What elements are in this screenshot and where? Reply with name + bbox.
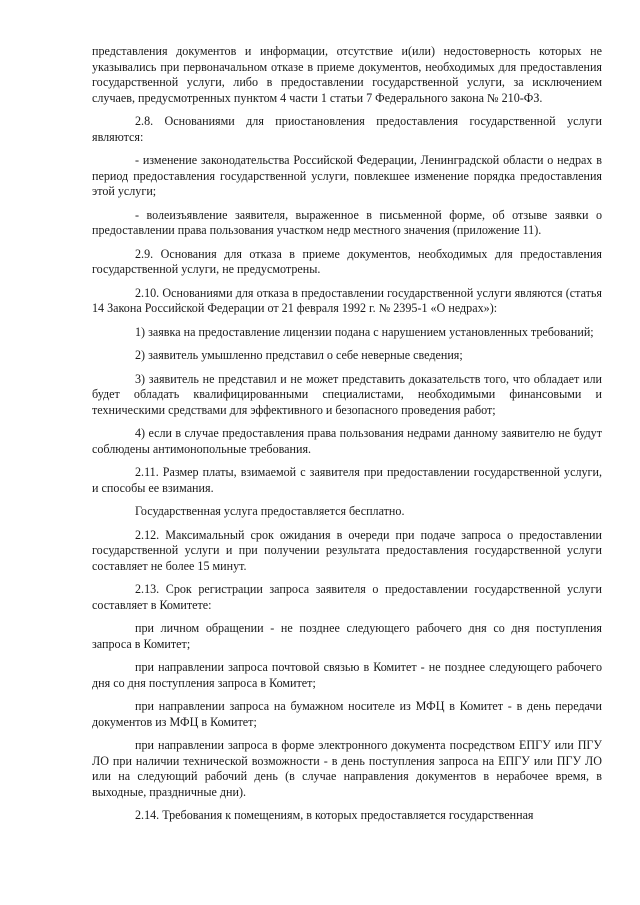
paragraph-2-14: 2.14. Требования к помещениям, в которых предоставляется государственная — [135, 808, 534, 822]
paragraph-2-10: 2.10. Основаниями для отказа в предоставлении государственной услуги являются (статья 14 Закона Российской Федерации от 21 февраля 1992 г. № 2395-1 «О недрах»): — [92, 285, 602, 315]
paragraph-2-13-item-1: при личном обращении - не позднее следующего рабочего дня со дня поступления запроса в Комитет; — [92, 621, 602, 651]
paragraph-2-9: 2.9. Основания для отказа в приеме документов, необходимых для предоставления государственной услуги, не предусмотрены. — [92, 246, 602, 276]
paragraph-2-13-item-3: при направлении запроса на бумажном носителе из МФЦ в Комитет - в день передачи документов из МФЦ в Комитет; — [92, 699, 602, 729]
paragraph-2-10-item-2: 2) заявитель умышленно представил о себе неверные сведения; — [135, 348, 463, 362]
paragraph-2-8: 2.8. Основаниями для приостановления предоставления государственной услуги являются: — [92, 114, 602, 144]
paragraph-2-8-item-1: - изменение законодательства Российской Федерации, Ленинградской области о недрах в период предоставления государственной услуги, повлекшее изменение порядка предоставления этой услуги; — [92, 153, 602, 198]
paragraph-2-8-item-2: - волеизъявление заявителя, выраженное в письменной форме, об отзыве заявки о предоставлении права пользования участком недр местного значения (приложение 11). — [92, 207, 602, 237]
paragraph-2-10-item-3: 3) заявитель не представил и не может представить доказательств того, что обладает или будет обладать квалифицированными специалистами, необходимыми финансовыми и техническими средствами для эффективного и безопасного проведения работ; — [92, 371, 602, 417]
paragraph-2-11: 2.11. Размер платы, взимаемой с заявителя при предоставлении государственной услуги, и способы ее взимания. — [92, 465, 602, 495]
paragraph-2-13-item-4: при направлении запроса в форме электронного документа посредством ЕПГУ или ПГУ ЛО при наличии технической возможности - в день поступления запроса на ЕПГУ или ПГУ ЛО или на следующий рабочий день (в случае направления документов в нерабочее время, в выходные, праздничные дни). — [92, 738, 602, 799]
paragraph-2-13: 2.13. Срок регистрации запроса заявителя о предоставлении государственной услуги составляет в Комитете: — [92, 582, 602, 612]
paragraph-continuation: представления документов и информации, отсутствие и(или) недостоверность которых не указывались при первоначальном отказе в приеме документов, необходимых для предоставления государственной услуги, либо в предоставлении государственной услуги, за исключением случаев, предусмотренных пунктом 4 части 1 статьи 7 Федерального закона № 210-ФЗ. — [92, 44, 602, 105]
paragraph-2-13-item-2: при направлении запроса почтовой связью в Комитет - не позднее следующего рабочего дня со дня поступления запроса в Комитет; — [92, 660, 602, 690]
paragraph-2-10-item-4: 4) если в случае предоставления права пользования недрами данному заявителю не будут соблюдены антимонопольные требования. — [92, 426, 602, 456]
paragraph-free-service: Государственная услуга предоставляется бесплатно. — [135, 504, 405, 518]
paragraph-2-12: 2.12. Максимальный срок ожидания в очереди при подаче запроса о предоставлении государственной услуги и при получении результата предоставления государственной услуги составляет не более 15 минут. — [92, 527, 602, 573]
paragraph-2-10-item-1: 1) заявка на предоставление лицензии подана с нарушением установленных требований; — [135, 324, 594, 339]
